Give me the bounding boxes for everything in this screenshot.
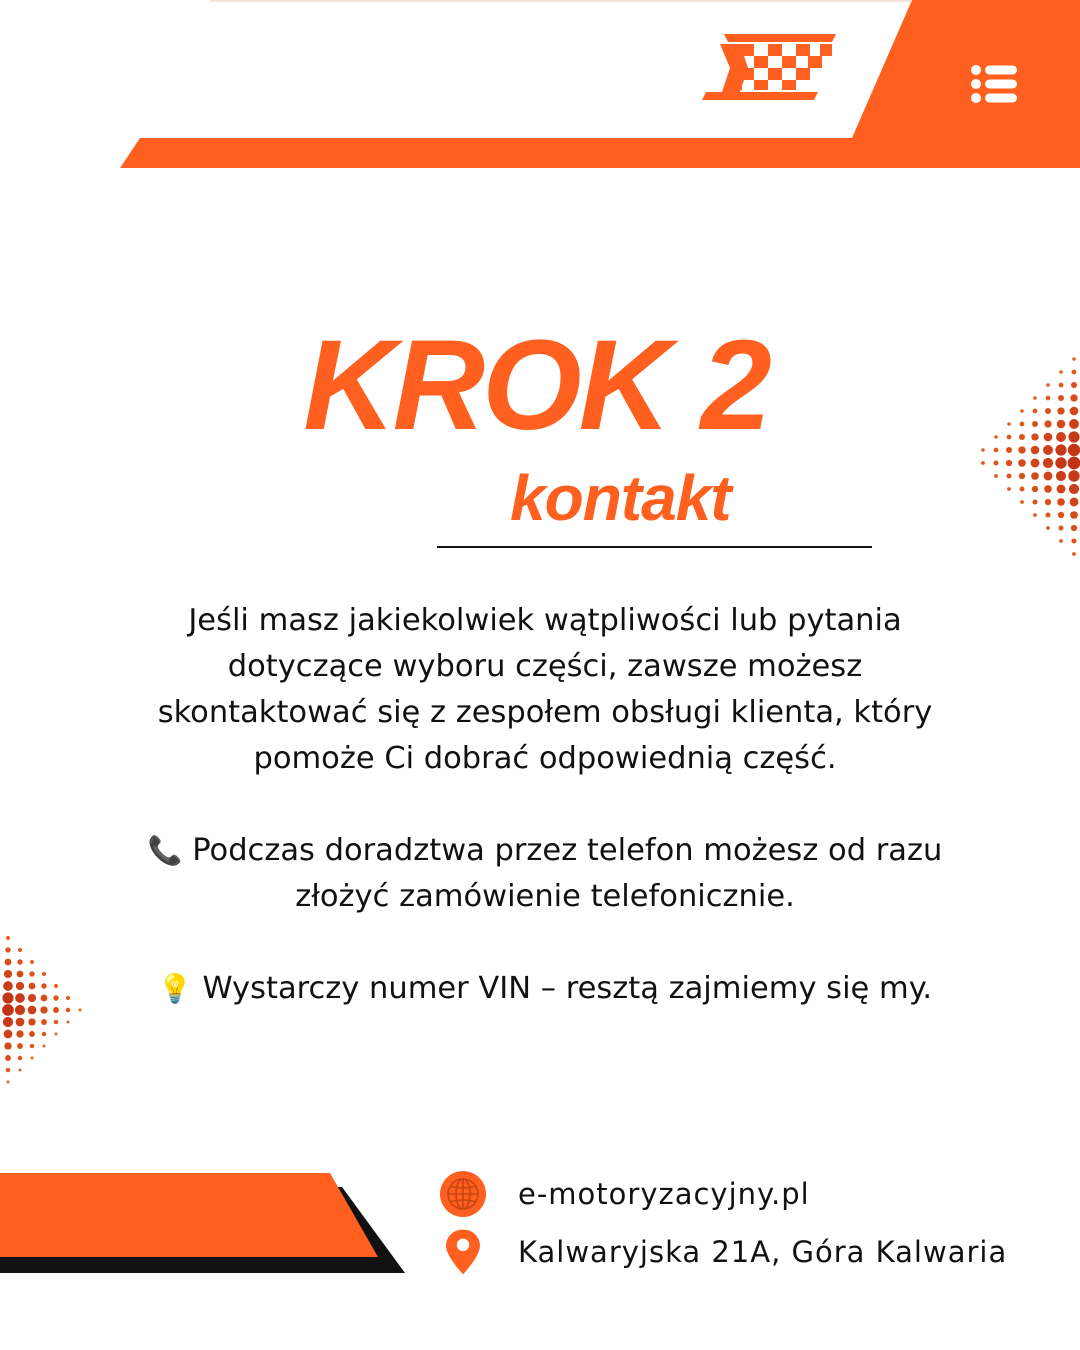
decor-dot <box>994 474 998 478</box>
decor-dot <box>4 970 12 978</box>
decor-dot <box>1006 460 1012 466</box>
decor-dot <box>1044 485 1052 493</box>
decor-dot <box>16 1018 25 1027</box>
decor-dot <box>2 1004 14 1016</box>
decor-dot <box>1059 539 1063 543</box>
decor-dot <box>54 984 58 988</box>
body-text <box>140 598 950 1012</box>
decor-dot <box>1071 538 1076 543</box>
decor-dot <box>41 983 46 988</box>
list-menu-icon[interactable] <box>970 64 1018 104</box>
decor-dot <box>40 1006 47 1013</box>
decor-dot <box>67 1021 70 1024</box>
paragraph-vin-text: Wystarczy numer VIN – resztą zajmiemy się my. <box>202 971 933 1006</box>
decor-dot <box>1071 525 1077 531</box>
decor-dot <box>17 959 22 964</box>
decor-dot <box>1058 512 1064 518</box>
decor-dot <box>16 982 24 990</box>
decor-dot <box>1033 513 1037 517</box>
globe-icon <box>438 1169 488 1219</box>
decor-dot <box>1020 500 1024 504</box>
decor-dot <box>3 981 13 991</box>
paragraph-vin <box>140 966 950 1012</box>
decor-dot <box>28 994 36 1002</box>
decor-dot <box>66 996 70 1000</box>
decor-dot <box>15 993 25 1003</box>
decor-dot <box>30 1044 34 1048</box>
footer-band <box>0 1165 420 1280</box>
decor-dot <box>5 1055 11 1061</box>
checkered-flag-logo[interactable] <box>700 30 840 104</box>
decor-dot <box>55 1033 58 1036</box>
decor-dot <box>3 1017 13 1027</box>
website-link[interactable]: e-motoryzacyjny.pl <box>518 1177 810 1211</box>
decor-dot <box>18 1056 22 1060</box>
decor-dot <box>1031 459 1040 468</box>
phone-icon: 📞 <box>147 834 183 867</box>
paragraph-phone <box>140 828 950 920</box>
decor-dot <box>1006 473 1011 478</box>
decor-dot <box>1043 458 1053 468</box>
decor-dot <box>1068 457 1080 470</box>
decor-dot <box>1019 473 1025 479</box>
decor-dot <box>5 959 12 966</box>
decor-dot <box>66 1008 70 1012</box>
decor-dot <box>1046 526 1050 530</box>
dot-pattern-decoration-left <box>0 920 90 1090</box>
decor-dot <box>41 1019 47 1025</box>
decor-dot <box>981 461 985 465</box>
decor-dot <box>42 1032 46 1036</box>
decor-dot <box>1057 485 1066 494</box>
decor-dot <box>28 1018 35 1025</box>
decor-dot <box>1019 486 1024 491</box>
header-band <box>0 0 1080 180</box>
headline-subtitle: kontakt <box>510 462 731 534</box>
decor-dot <box>1045 499 1051 505</box>
decor-dot <box>4 1030 13 1039</box>
decor-dot <box>6 936 10 940</box>
decor-dot <box>1032 486 1038 492</box>
decor-dot <box>30 960 34 964</box>
decor-dot <box>1044 472 1053 481</box>
decor-dot <box>17 971 24 978</box>
decor-dot <box>1058 525 1063 530</box>
decor-dot <box>16 1030 23 1037</box>
decor-dot <box>1070 498 1079 507</box>
decor-dot <box>1055 457 1066 468</box>
decor-dot <box>1032 499 1037 504</box>
decor-dot <box>5 947 10 952</box>
decor-dot <box>42 972 46 976</box>
headline-title-text: KROK 2 <box>303 314 769 457</box>
decor-dot <box>4 1042 11 1049</box>
header-stripe <box>120 138 1080 168</box>
decor-dot <box>17 1043 23 1049</box>
lightbulb-icon: 💡 <box>157 972 193 1005</box>
decor-dot <box>2 992 13 1003</box>
decor-dot <box>29 983 36 990</box>
decor-dot <box>79 1009 82 1012</box>
headline-title <box>0 314 1080 457</box>
decor-dot <box>1069 484 1079 494</box>
paragraph-intro: Jeśli masz jakiekolwiek wątpliwości lub pytania dotyczące wyboru części, zawsze możesz skontaktować się z zespołem obsługi klienta, który pomoże Ci dobrać odpowiednią część. <box>157 603 933 776</box>
decor-dot <box>1070 511 1078 519</box>
divider-line <box>437 546 872 548</box>
decor-dot <box>53 1007 59 1013</box>
decor-dot <box>18 948 22 952</box>
address-text: Kalwaryjska 21A, Góra Kalwaria <box>518 1235 1008 1269</box>
decor-dot <box>7 1081 10 1084</box>
decor-dot <box>31 1057 34 1060</box>
contact-address <box>438 1226 1058 1278</box>
location-pin-icon <box>438 1227 488 1277</box>
decor-dot <box>29 971 34 976</box>
decor-dot <box>1072 552 1076 556</box>
decor-dot <box>1007 487 1011 491</box>
decor-dot <box>1068 470 1079 481</box>
decor-dot <box>1031 472 1039 480</box>
header-corner <box>852 0 1080 138</box>
decor-dot <box>54 1020 58 1024</box>
decor-dot <box>15 1005 25 1015</box>
contact-website[interactable] <box>438 1168 1058 1220</box>
decor-dot <box>6 1068 10 1072</box>
decor-dot <box>19 1069 22 1072</box>
decor-dot <box>1057 498 1065 506</box>
decor-dot <box>28 1006 37 1015</box>
decor-dot <box>993 460 998 465</box>
decor-dot <box>29 1031 35 1037</box>
decor-dot <box>1056 471 1066 481</box>
decor-dot <box>53 995 58 1000</box>
decor-dot <box>43 1045 46 1048</box>
decor-dot <box>1045 512 1050 517</box>
decor-dot <box>41 995 48 1002</box>
paragraph-phone-text: Podczas doradztwa przez telefon możesz od razu złożyć zamówienie telefonicznie. <box>192 833 943 914</box>
decor-dot <box>1018 459 1026 467</box>
